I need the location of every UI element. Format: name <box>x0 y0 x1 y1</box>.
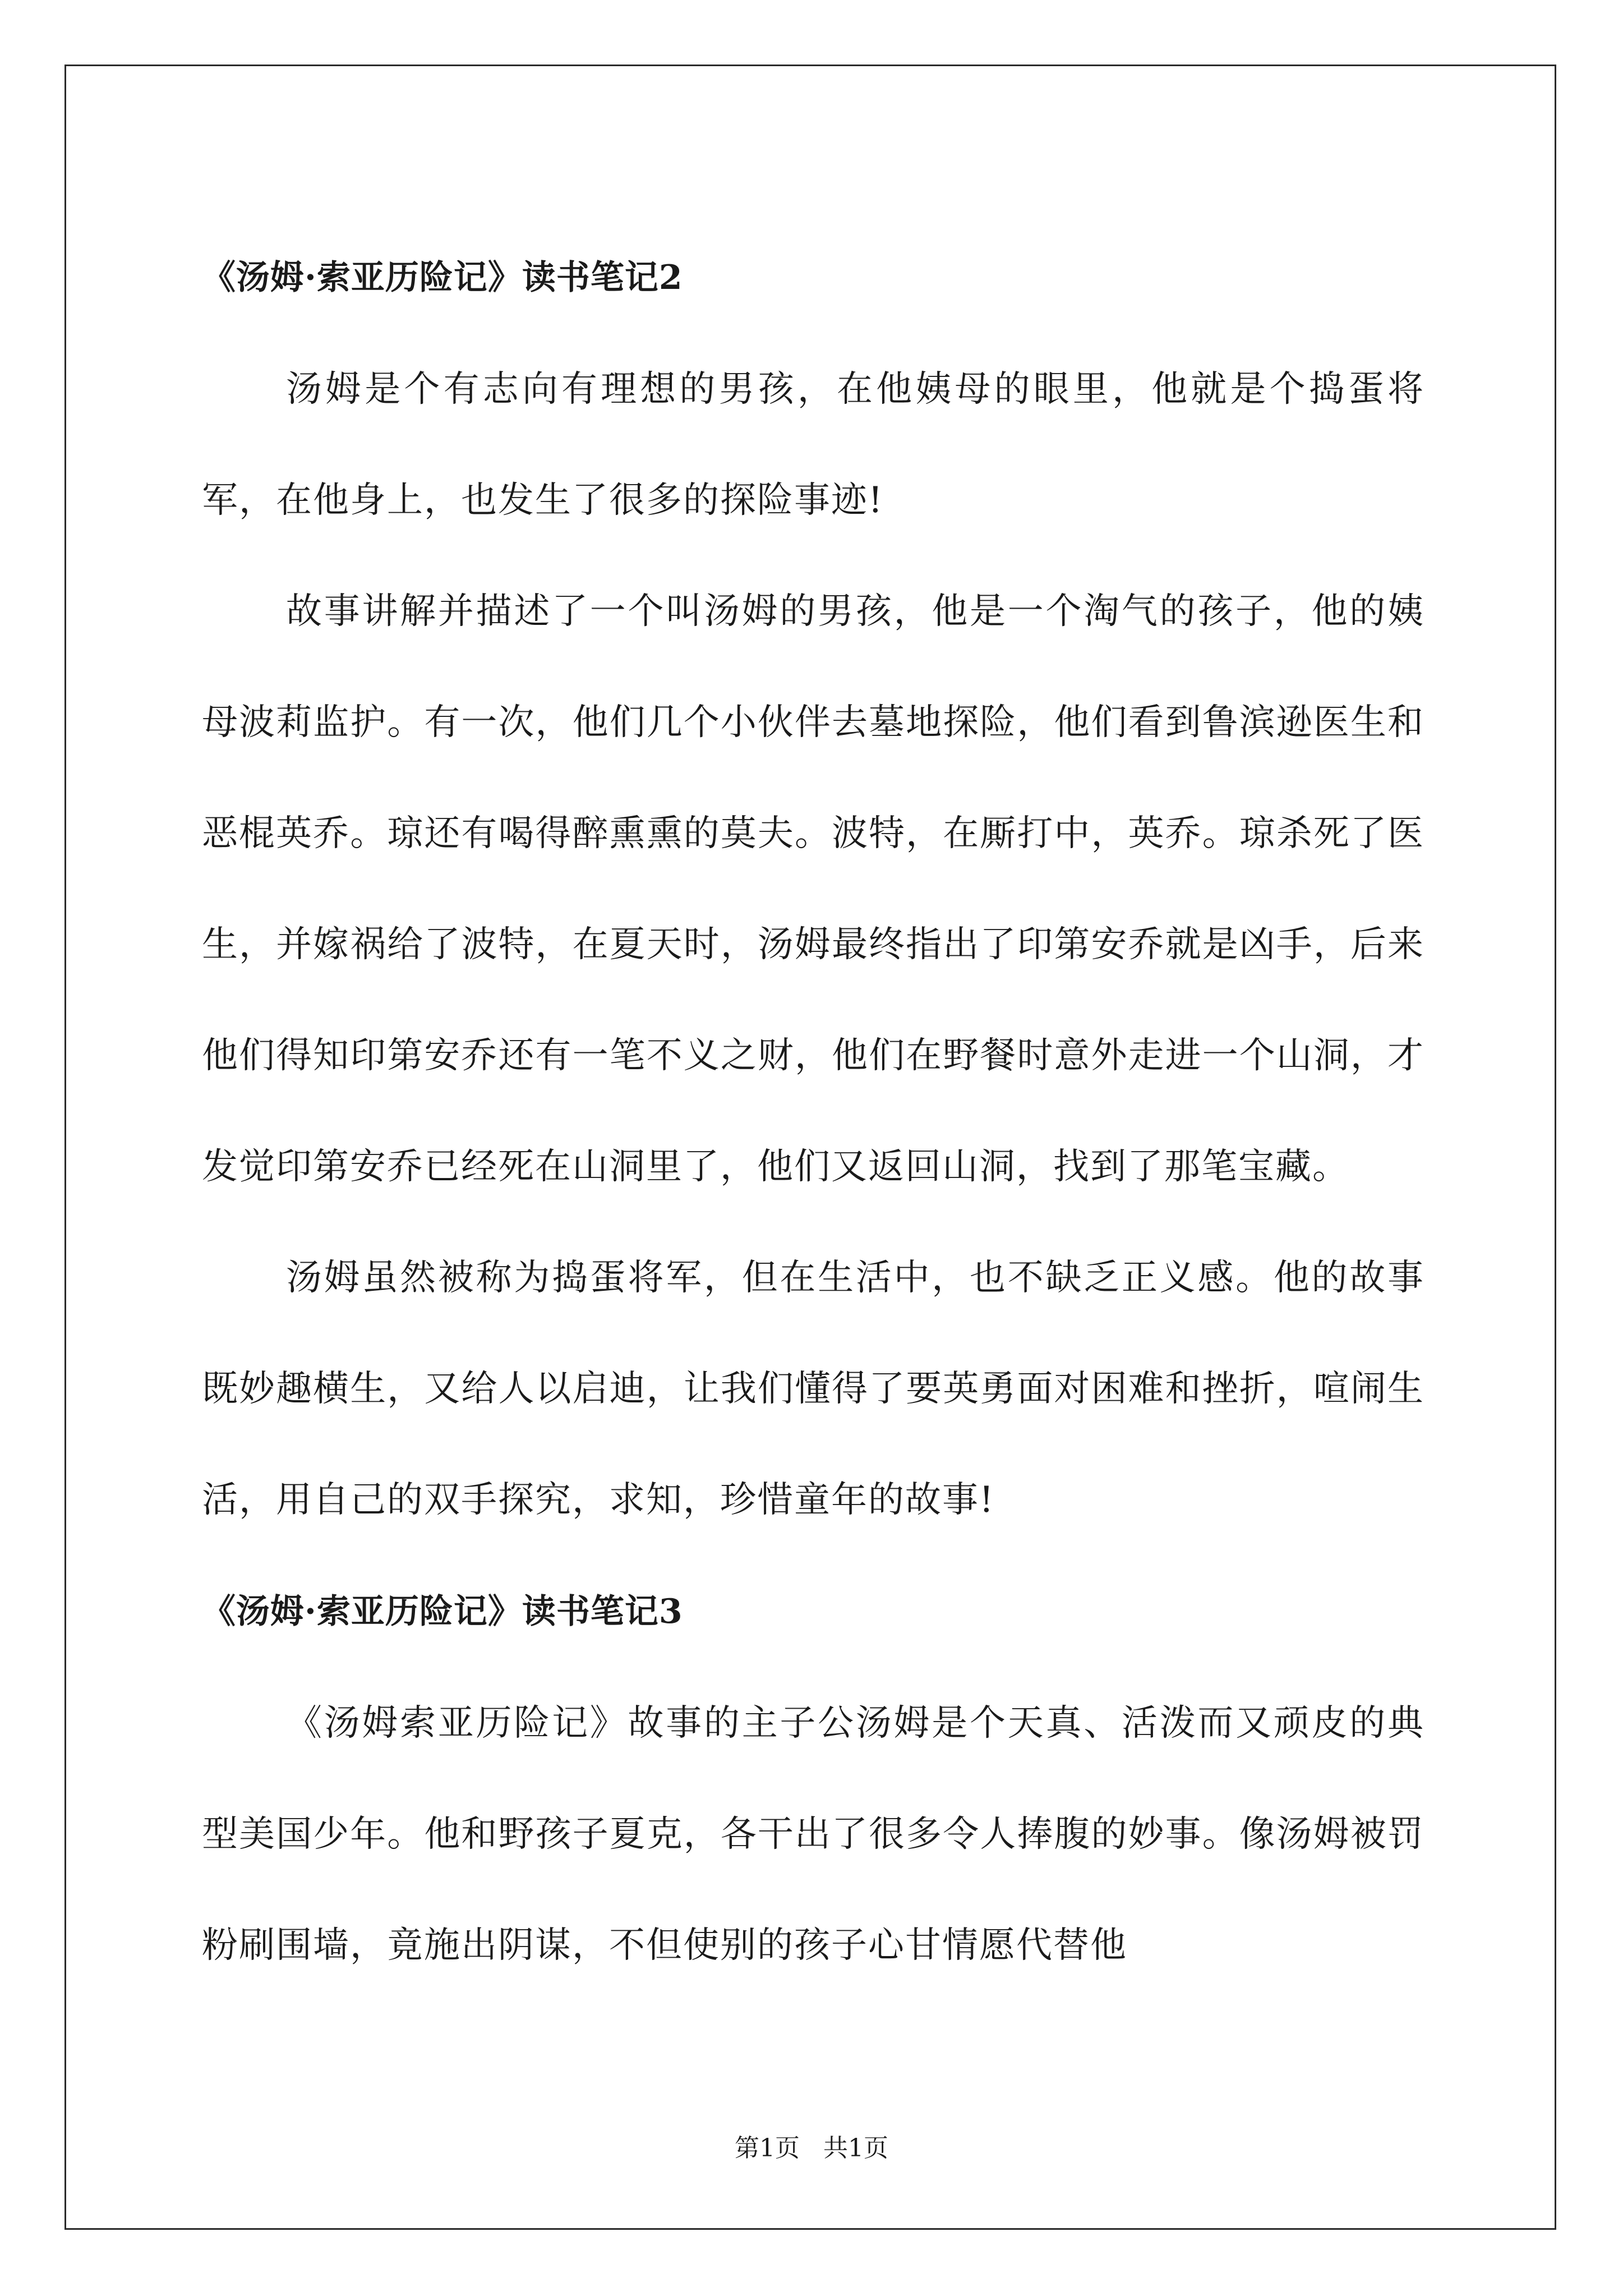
page-number-footer: 第1页 共1页 <box>735 2134 888 2162</box>
paragraph: 汤姆虽然被称为捣蛋将军，但在生活中，也不缺乏正义感。他的故事既妙趣横生，又给人以启迪，让我们懂得了要英勇面对困难和挫折，喧闹生活，用自己的双手探究，求知，珍惜童年的故事! <box>202 1257 1424 1521</box>
document-body <box>202 222 1424 2001</box>
section-notes-2 <box>202 222 1424 1556</box>
paragraph: 汤姆是个有志向有理想的男孩，在他姨母的眼里，他就是个捣蛋将军，在他身上，也发生了很多的探险事迹! <box>202 369 1424 521</box>
section-notes-3 <box>202 1556 1424 2001</box>
paragraph: 《汤姆索亚历险记》故事的主子公汤姆是个天真、活泼而又顽皮的典型美国少年。他和野孩子夏克，各干出了很多令人捧腹的妙事。像汤姆被罚粉刷围墙，竟施出阴谋，不但使别的孩子心甘情愿代替他 <box>202 1703 1424 1966</box>
paragraph: 故事讲解并描述了一个叫汤姆的男孩，他是一个淘气的孩子，他的姨母波莉监护。有一次，他们几个小伙伴去墓地探险，他们看到鲁滨逊医生和恶棍英乔。琼还有喝得醉熏熏的莫夫。波特，在厮打中，英乔。琼杀死了医生，并嫁祸给了波特，在夏天时，汤姆最终指出了印第安乔就是凶手，后来他们得知印第安乔还有一笔不义之财，他们在野餐时意外走进一个山洞，才发觉印第安乔已经死在山洞里了，他们又返回山洞，找到了那笔宝藏。 <box>202 591 1424 1188</box>
section-heading: 《汤姆·索亚历险记》读书笔记3 <box>202 1592 683 1631</box>
section-heading: 《汤姆·索亚历险记》读书笔记2 <box>202 258 683 297</box>
